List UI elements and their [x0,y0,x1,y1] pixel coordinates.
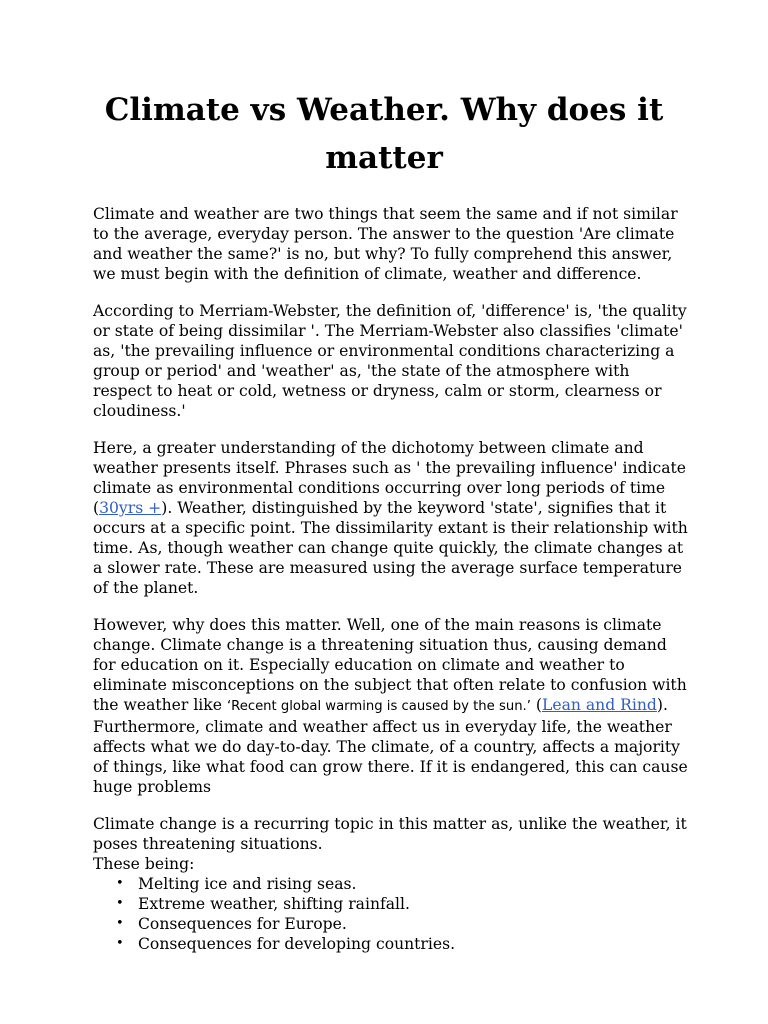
list-item [116,894,693,914]
document-body [93,204,693,954]
paragraph-definitions: According to Merriam-Webster, the definition of, 'difference' is, 'the quality or state of being dissimilar '. The Merriam-Webster also classifies 'climate' as, 'the prevailing influence or environmental conditions characterizing a group or period' and 'weather' as, 'the state of the atmosphere with respect to heat or cold, wetness or dryness, calm or storm, clearness or cloudiness.' [93,302,687,420]
bullet-icon: • [116,936,124,951]
list-item [116,874,693,894]
paragraph-dichotomy-text-start: Here, a greater understanding of the dichotomy between climate and weather presents itself. Phrases such as ' the prevailing influence' indicate climate as environmental conditions occurring over long periods of time ( [93,439,687,517]
paragraph-why-matter [93,615,693,797]
paragraph-climate-change: Climate change is a recurring topic in this matter as, unlike the weather, it poses threatening situations. [93,815,687,853]
paragraph-dichotomy [93,438,693,598]
paragraph-why-matter-text-start: However, why does this matter. Well, one of the main reasons is climate change. Climate change is a threatening situation thus, causing demand for education on it. Especially education on climate and weather to eliminate misconceptions on the subject that often relate to confusion with the weather like [93,616,687,714]
list-item-text: Consequences for developing countries. [138,935,456,953]
document-title: Climate vs Weather. Why does it matter [104,92,664,176]
list-item-text: Extreme weather, shifting rainfall. [138,895,410,913]
paragraph-why-matter-text-end: ). Furthermore, climate and weather affect us in everyday life, the weather affects what we do day-to-day. The climate, of a country, affects a majority of things, like what food can grow there. If it is endangered, this can cause huge problems [93,696,688,796]
list-item [116,914,693,934]
paragraph-intro: Climate and weather are two things that seem the same and if not similar to the average, everyday person. The answer to the question 'Are climate and weather the same?' is no, but why? To fully comprehend this answer, we must begin with the definition of climate, weather and difference. [93,205,678,283]
list-intro: These being: [93,855,195,873]
paragraph-why-matter-text-mid: ( [530,696,542,714]
link-lean-and-rind[interactable]: Lean and Rind [541,696,657,714]
paragraph-dichotomy-text-end: ). Weather, distinguished by the keyword 'state', signifies that it occurs at a specific point. The dissimilarity extant is their relationship with time. As, though weather can change quite quickly, the climate changes at a slower rate. These are measured using the average surface temperature of the planet. [93,499,688,597]
bullet-icon: • [116,896,124,911]
list-item-text: Melting ice and rising seas. [138,875,357,893]
link-30yrs[interactable]: 30yrs + [99,499,162,517]
list-item [116,934,693,954]
consequences-list [93,874,693,954]
bullet-icon: • [116,916,124,931]
bullet-icon: • [116,876,124,891]
misconception-quote: ‘Recent global warming is caused by the sun.’ [226,699,531,714]
list-item-text: Consequences for Europe. [138,915,347,933]
